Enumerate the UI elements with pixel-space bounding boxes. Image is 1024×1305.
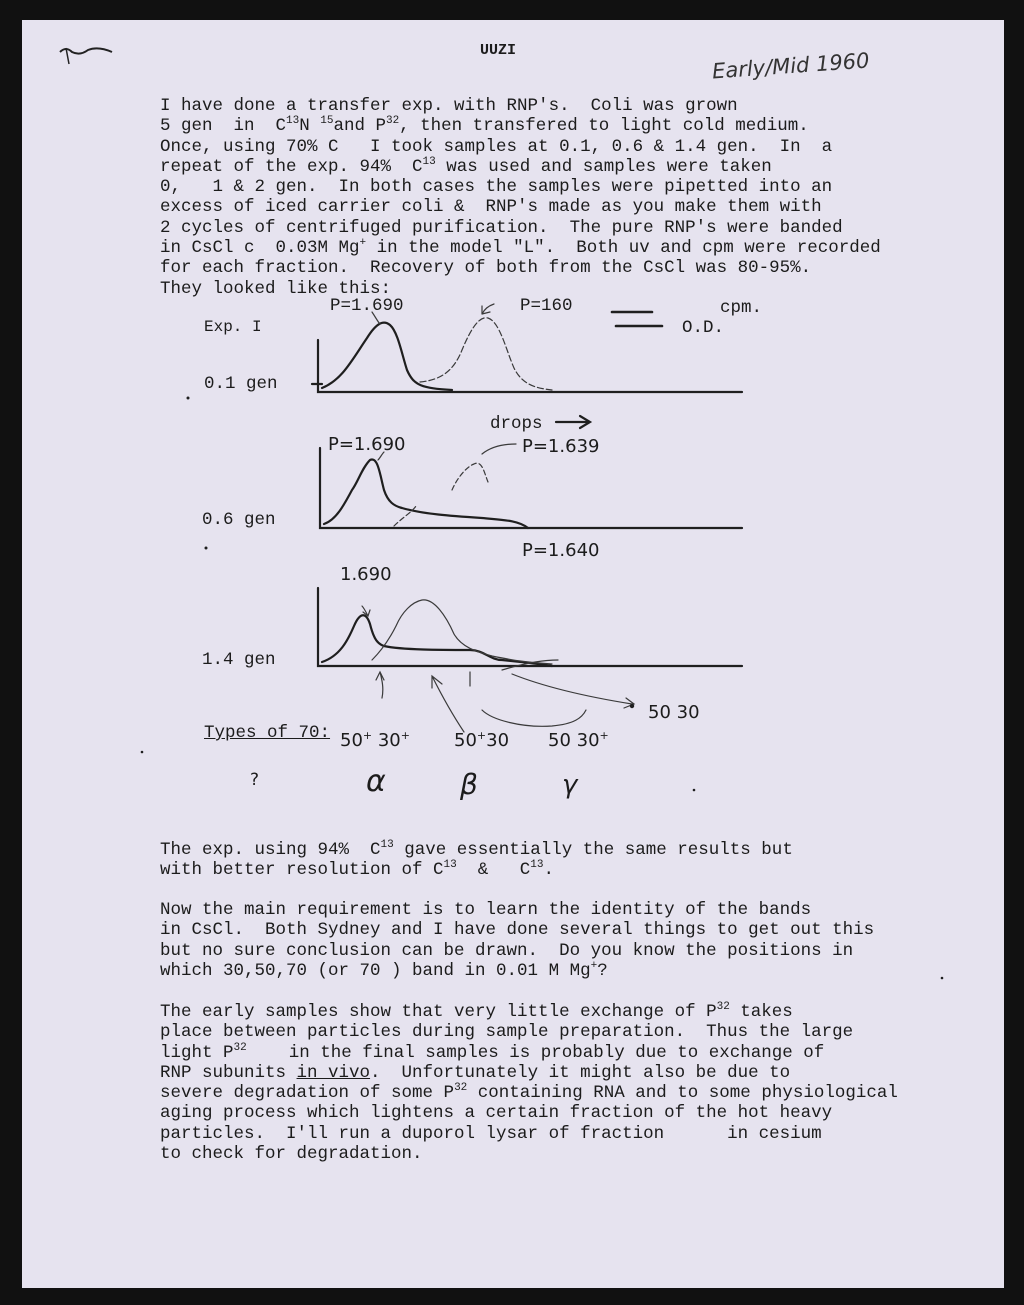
exchange-paragraph: [160, 1002, 898, 1164]
type-beta-value: 50+30: [454, 729, 510, 751]
handwritten-date: Early/Mid 1960: [711, 48, 871, 84]
text-line: RNP subunits in vivo. Unfortunately it might also be due to: [160, 1062, 791, 1083]
graph3-gen-label: 1.4 gen: [202, 650, 276, 670]
type-alpha-value: 50+ 30+: [340, 729, 410, 751]
graph3-side-label: 50 30: [648, 702, 700, 723]
graph2-peak-label-bottom: P=1.640: [522, 540, 600, 561]
text-line: with better resolution of $C^{13}$ & $C^{13}$.: [160, 859, 554, 881]
types-label: Types of 70:: [204, 723, 331, 743]
text-line: The exp. using 94% $C^{13}$ gave essentially the same results but: [160, 839, 793, 860]
legend-cpm: cpm.: [720, 298, 763, 318]
text-line: particles. I'll run a duporol lysar of fraction in cesium: [160, 1123, 822, 1144]
graph1-peak-label-right: P=160: [520, 296, 573, 316]
graph2-gen-label: 0.6 gen: [202, 510, 276, 530]
text-line: Once, using 70% C I took samples at 0.1, 0.6 & 1.4 gen. In a: [160, 136, 833, 157]
text-line: excess of iced carrier coli & RNP's made as you make them with: [160, 197, 822, 218]
text-line: for each fraction. Recovery of both from the CsCl was 80-95%.: [160, 258, 812, 279]
text-line: aging process which lightens a certain fraction of the hot heavy: [160, 1103, 833, 1124]
requirement-paragraph: [160, 900, 874, 981]
type-gamma-value: 50 30+: [548, 729, 609, 751]
document-page: [22, 20, 1004, 1288]
graph2-peak-label-right: P=1.639: [522, 436, 600, 457]
page-header-mark: UUZI: [480, 42, 517, 59]
legend-od: O.D.: [682, 318, 725, 338]
text-line: which 30,50,70 (or 70 ) band in 0.01 M Mg+?: [160, 959, 608, 981]
text-line: I have done a transfer exp. with RNP's. Coli was grown: [160, 96, 738, 116]
text-line: in CsCl c 0.03M Mg+ in the model "L". Both uv and cpm were recorded: [160, 237, 881, 259]
drops-label: drops: [490, 414, 543, 434]
text-line: severe degradation of some $P^{32}$ containing RNA and to some physiological: [160, 1082, 898, 1104]
text-line: 5 gen in $C^{13}N$ $^{15}$and $P^{32}$, then transfered to light cold medium.: [160, 115, 809, 137]
type-beta-symbol: β: [460, 768, 478, 801]
text-line: Now the main requirement is to learn the identity of the bands: [160, 900, 812, 920]
type-gamma-symbol: γ: [562, 770, 578, 800]
result-paragraph: [160, 840, 793, 881]
text-line: repeat of the exp. 94% $C^{13}$ was used and samples were taken: [160, 155, 772, 177]
text-line: They looked like this:: [160, 278, 392, 299]
text-line: place between particles during sample preparation. Thus the large: [160, 1022, 854, 1043]
graph1-peak-label-left: P=1.690: [330, 296, 404, 316]
question-mark: ?: [250, 770, 260, 790]
text-line: in CsCl. Both Sydney and I have done several things to get out this: [160, 920, 875, 941]
text-line: 0, 1 & 2 gen. In both cases the samples were pipetted into an: [160, 177, 833, 198]
text-line: The early samples show that very little exchange of $P^{32}$ takes: [160, 1001, 793, 1022]
type-alpha-symbol: α: [366, 764, 386, 799]
text-line: 2 cycles of centrifuged purification. The pure RNP's were banded: [160, 217, 843, 238]
graph3-peak-label: 1.690: [340, 564, 392, 585]
text-line: but no sure conclusion can be drawn. Do you know the positions in: [160, 940, 854, 961]
experiment-label: Exp. I: [204, 318, 262, 336]
text-line: light $P^{32}$ in the final samples is probably due to exchange of: [160, 1041, 825, 1063]
graph2-peak-label-left: P=1.690: [328, 434, 406, 455]
graph1-gen-label: 0.1 gen: [204, 374, 278, 394]
text-line: to check for degradation.: [160, 1144, 423, 1165]
